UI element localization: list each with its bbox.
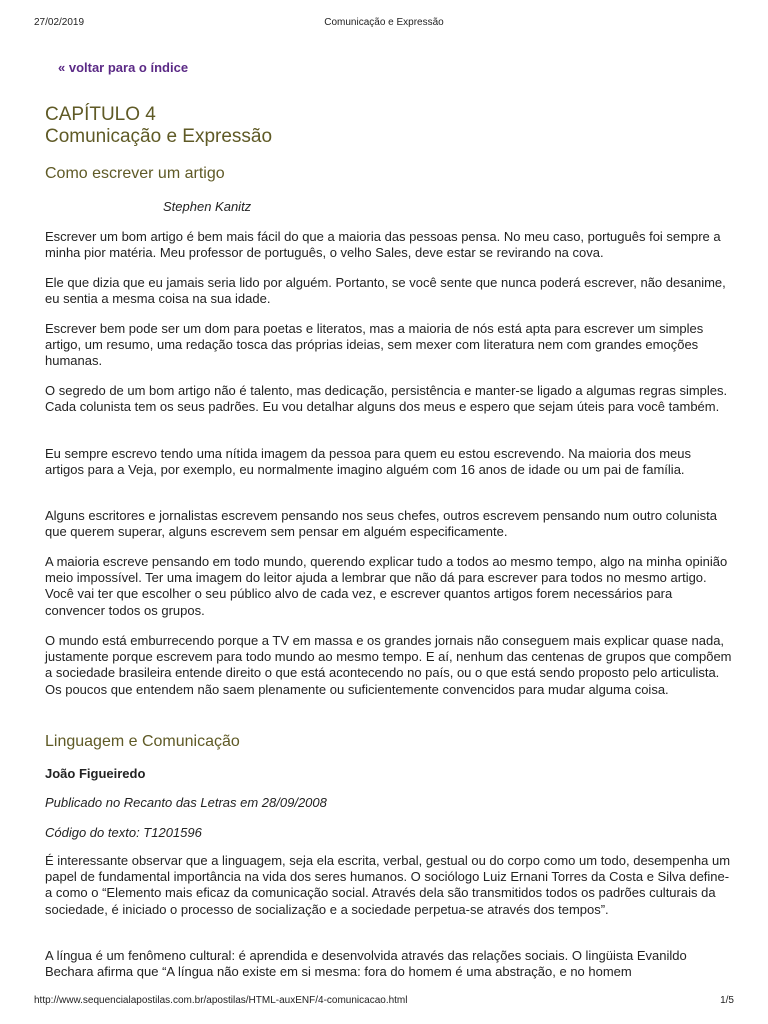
paragraph: Alguns escritores e jornalistas escrevem pensando nos seus chefes, outros escrevem pensando num outro colunista que querem superar, alguns escrevem sem pensar em alguém especificamente.: [45, 508, 718, 540]
chapter-number: CAPÍTULO 4: [45, 104, 156, 125]
chapter-title: Comunicação e Expressão: [45, 126, 273, 147]
paragraph: A maioria escreve pensando em todo mundo, querendo explicar tudo a todos ao mesmo tempo, algo na minha opinião meio impossível. Ter uma imagem do leitor ajuda a lembrar que não dá para escrever para todos no mesmo artigo. Você vai ter que escolher o seu público alvo de cada vez, e escrever quantos artigos forem necessários para convencer todos os grupos.: [45, 554, 728, 618]
chapter-heading: [45, 104, 272, 148]
paragraph: A língua é um fenômeno cultural: é aprendida e desenvolvida através das relações sociais. O lingüista Evanildo Bechara afirma que “A língua não existe em si mesma: fora do homem é uma abstração, e no homem: [45, 948, 687, 980]
print-date: 27/02/2019: [34, 17, 85, 28]
paragraph: O mundo está emburrecendo porque a TV em massa e os grandes jornais não conseguem mais explicar quase nada, justamente porque escrevem para todo mundo ao mesmo tempo. E aí, nenhum das centenas de grupos que compõem a sociedade brasileira entende direito o que está acontecendo no país, ou o que está sendo proposto pelo articulista. Os poucos que entendem não saem plenamente ou suficientemente convencidos para mudar alguma coisa.: [45, 633, 732, 697]
section-title-artigo: Como escrever um artigo: [45, 165, 225, 182]
section-author: Stephen Kanitz: [163, 199, 252, 214]
print-title: Comunicação e Expressão: [324, 17, 444, 28]
paragraph: Eu sempre escrevo tendo uma nítida imagem da pessoa para quem eu estou escrevendo. Na maioria dos meus artigos para a Veja, por exemplo, eu normalmente imagino alguém com 16 anos de idade ou um pai de família.: [45, 446, 692, 478]
paragraph: O segredo de um bom artigo não é talento, mas dedicação, persistência e manter-se ligado a algumas regras simples. Cada colunista tem os seus padrões. Eu vou detalhar alguns dos meus e espero que sejam úteis para você também.: [45, 383, 728, 415]
section-title-linguagem: Linguagem e Comunicação: [45, 733, 240, 750]
paragraph: Escrever um bom artigo é bem mais fácil do que a maioria das pessoas pensa. No meu caso, português foi sempre a minha pior matéria. Meu professor de português, o velho Sales, deve estar se revirando na cova.: [45, 229, 721, 261]
section-author: João Figueiredo: [45, 766, 146, 781]
paragraph: É interessante observar que a linguagem, seja ela escrita, verbal, gestual ou do corpo como um todo, desempenha um papel de fundamental importância na vida dos seres humanos. O sociólogo Luiz Ernani Torres da Costa e Silva define-a como o “Elemento mais eficaz da comunicação social. Através dela são transmitidos todos os padrões culturais da sociedade, é iniciado o processo de socialização e a sociedade perpetua-se através dos tempos”.: [45, 853, 731, 917]
publication-note: Publicado no Recanto das Letras em 28/09/2008: [45, 795, 327, 810]
back-to-index-link[interactable]: « voltar para o índice: [58, 60, 189, 75]
paragraph: Escrever bem pode ser um dom para poetas e literatos, mas a maioria de nós está apta para escrever um simples artigo, um resumo, uma redação tosca das próprias ideias, sem mexer com literatura nem com grandes emoções humanas.: [45, 321, 704, 369]
print-footer: [34, 995, 734, 1009]
print-header: [34, 17, 734, 31]
print-url: http://www.sequencialapostilas.com.br/apostilas/HTML-auxENF/4-comunicacao.html: [34, 995, 408, 1006]
text-code: Código do texto: T1201596: [45, 825, 202, 840]
paragraph: Ele que dizia que eu jamais seria lido por alguém. Portanto, se você sente que nunca poderá escrever, não desanime, eu sentia a mesma coisa na sua idade.: [45, 275, 726, 307]
page-number: 1/5: [720, 995, 734, 1006]
